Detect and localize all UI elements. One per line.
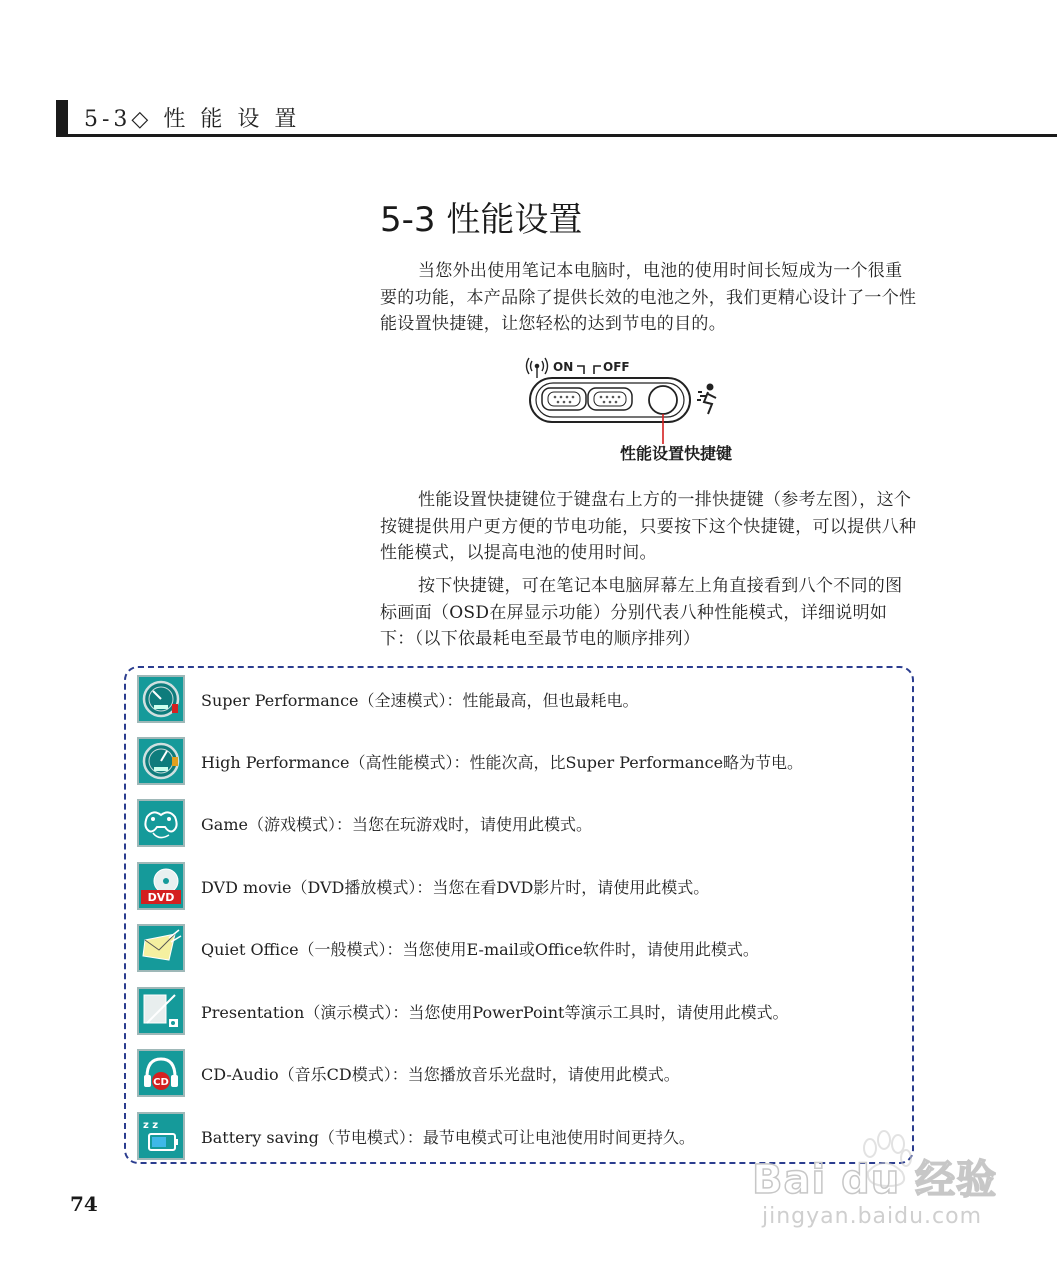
off-label: OFF [603, 360, 630, 374]
header-bar [56, 100, 68, 137]
mode-super-performance [137, 673, 639, 725]
figure-caption: 性能设置快捷键 [620, 444, 733, 463]
mode-description: Presentation（演示模式）：当您使用PowerPoint等演示工具时，请使用此模式。 [201, 1002, 789, 1022]
mode-description: CD-Audio（音乐CD模式）：当您播放音乐光盘时，请使用此模式。 [201, 1064, 680, 1084]
running-title: 5-3◇ 性 能 设 置 [84, 107, 301, 132]
running-man-icon [697, 385, 716, 415]
on-label: ON [553, 360, 574, 374]
headphones-cd-icon [137, 1049, 185, 1097]
mode-description: Super Performance（全速模式）：性能最高，但也最耗电。 [201, 690, 639, 710]
mode-presentation [137, 985, 789, 1037]
wireless-key [542, 388, 586, 410]
cd-label: CD [153, 1077, 169, 1088]
bluetooth-key [588, 388, 632, 410]
envelope-icon [137, 924, 185, 972]
usage-paragraph: 按下快捷键，可在笔记本电脑屏幕左上角直接看到八个不同的图标画面（OSD在屏显示功能）分别代表八种性能模式，详细说明如下：（以下依最耗电至最节电的顺序排列） [380, 576, 903, 649]
performance-hotkey-button[interactable] [649, 386, 677, 414]
mode-description: Quiet Office（一般模式）：当您使用E-mail或Office软件时，请使用此模式。 [201, 939, 759, 959]
presentation-icon [137, 987, 185, 1035]
dvd-label: DVD [147, 891, 175, 904]
mode-dvd-movie [137, 860, 709, 912]
mode-description: Battery saving（节电模式）：最节电模式可让电池使用时间更持久。 [201, 1127, 695, 1147]
watermark-url: jingyan.baidu.com [762, 1204, 983, 1229]
dvd-icon [137, 862, 185, 910]
intro-paragraph: 当您外出使用笔记本电脑时，电池的使用时间长短成为一个很重要的功能，本产品除了提供长效的电池之外，我们更精心设计了一个性能设置快捷键，让您轻松的达到节电的目的。 [380, 261, 917, 334]
gamepad-icon [137, 799, 185, 847]
mode-battery-saving [137, 1110, 695, 1162]
mode-description: Game（游戏模式）：当您在玩游戏时，请使用此模式。 [201, 814, 592, 834]
watermark-brand: Bai du 经验 [752, 1157, 998, 1203]
sleep-label: z z [143, 1120, 159, 1131]
speedometer-icon [137, 737, 185, 785]
page-number: 74 [70, 1192, 98, 1216]
wireless-icon [527, 358, 548, 378]
mode-cd-audio [137, 1047, 680, 1099]
mode-game [137, 797, 592, 849]
mode-high-performance [137, 735, 803, 787]
section-title: 5-3 性能设置 [380, 200, 583, 240]
mode-quiet-office [137, 922, 759, 974]
header-rule [56, 134, 1057, 137]
mode-description: DVD movie（DVD播放模式）：当您在看DVD影片时，请使用此模式。 [201, 877, 710, 897]
battery-sleep-icon [137, 1112, 185, 1160]
location-paragraph: 性能设置快捷键位于键盘右上方的一排快捷键（参考左图），这个按键提供用户更方便的节电功能，只要按下这个快捷键，可以提供八种性能模式，以提高电池的使用时间。 [380, 490, 917, 563]
speedometer-icon [137, 675, 185, 723]
mode-description: High Performance（高性能模式）：性能次高，比Super Performance略为节电。 [201, 752, 804, 772]
